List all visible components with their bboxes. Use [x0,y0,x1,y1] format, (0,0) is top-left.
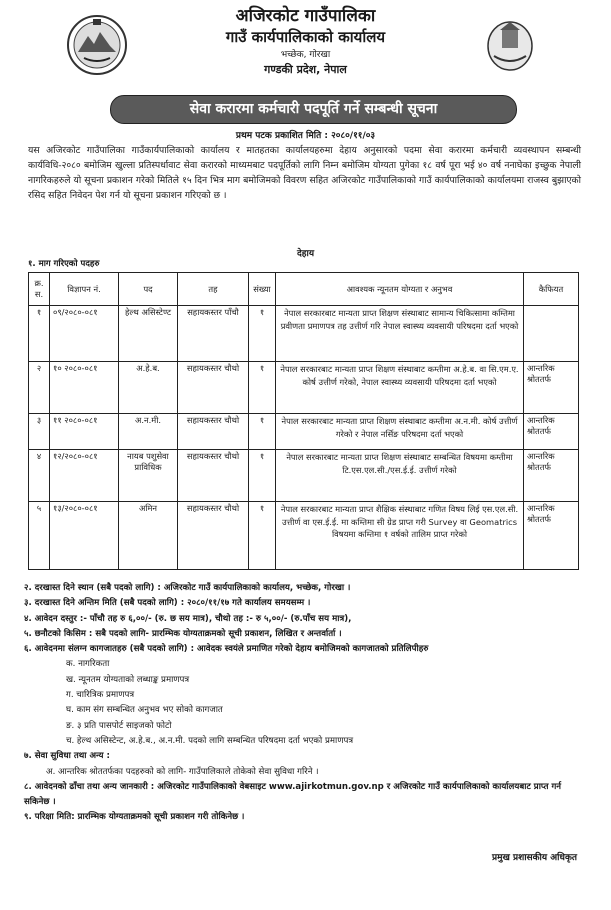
municipality-logo-icon [486,20,534,72]
benefits-item: अ. आन्तरिक श्रोततर्फका पदहरुको को लागि- गाउँपालिकाले तोकेको सेवा सुविधा गरिने । [46,766,319,777]
table-row [29,450,579,502]
cell-sn: १ [29,306,50,362]
note-application-place: २. दरखास्त दिने स्थान (सबै पदको लागि) : अजिरकोट गाउँ कार्यपालिकाको कार्यालय, भच्छेक, गोरखा । [24,583,351,593]
province-name: गण्डकी प्रदेश, नेपाल [264,63,347,76]
cell-level: सहायकस्तर चौथो [178,414,249,450]
document-item: घ. काम संग सम्बन्धित अनुभव भए सोको कागजात [66,705,223,716]
office-name: गाउँ कार्यपालिकाको कार्यालय [225,28,386,46]
cell-qualification: नेपाल सरकारबाट मान्यता प्राप्त शिक्षण संस्थाबाट कम्तीमा अ.हे.ब. वा सि.एम.ए. कोर्ष उत्तीर्ण गरेको, नेपाल स्वास्थ्य व्यवसायी परिषदमा दर्ता भएको [276,362,524,414]
cell-remark: आन्तरिक श्रोततर्फ [524,362,579,414]
positions-subheading: १. माग गरिएको पदहरु [28,259,100,269]
table-header-row [29,273,579,306]
cell-remark [524,306,579,362]
table-caption: देहाय [296,249,315,259]
note-benefits: ७. सेवा सुविधा तथा अन्य : [24,751,110,762]
cell-level: सहायकस्तर चौथो [178,502,249,570]
col-level: तह [178,273,249,306]
document-item: क. नागरिकता [66,659,110,670]
document-item: ग. चारित्रिक प्रमाणपत्र [66,690,135,701]
table-row [29,306,579,362]
cell-level: सहायकस्तर चौथो [178,362,249,414]
cell-count: १ [249,502,276,570]
note-documents: ६. आवेदनमा संलग्न कागजातहरु (सबै पदको लागि) : आवेदक स्वयंले प्रमाणित गरेको देहाय बमोजिमको कागजातको प्रतिलिपीहरु [24,644,429,655]
cell-adv-no: १३/२०८०-०८१ [50,502,119,570]
cell-remark: आन्तरिक श्रोततर्फ [524,414,579,450]
col-qualification: आवश्यक न्यूनतम योग्यता र अनुभव [276,273,524,306]
table-row [29,362,579,414]
cell-level: सहायकस्तर पाँचौ [178,306,249,362]
cell-adv-no: ११ २०८०-०८१ [50,414,119,450]
table-row [29,414,579,450]
note-exam-date: ९. परिक्षा मिति: प्रारम्भिक योग्यताक्रमको सूची प्रकाशन गरी तोकिनेछ । [24,812,245,823]
table-row [29,502,579,570]
cell-count: १ [249,362,276,414]
cell-adv-no: १० २०८०-०८१ [50,362,119,414]
municipality-name: अजिरकोट गाउँपालिका [235,6,376,26]
note-fee: ४. आवेदन दस्तुर :- पाँचौ तह रु ६,००/- (रु. छ सय मात्र), चौथो तह :- रु ५,००/- (रु.पाँच सय मात्र), [24,613,352,624]
cell-adv-no: १२/२०८०-०८१ [50,450,119,502]
col-post: पद [119,273,178,306]
col-remark: कैफियत [524,273,579,306]
col-sn: क्र. स. [29,273,50,306]
intro-paragraph: यस अजिरकोट गाउँपालिका गाउँकार्यपालिकाको कार्यालय र मातहतका कार्यालयहरुमा देहाय अनुसारको पदमा सेवा करारमा कर्मचारी व्यवस्थापन सम्बन्धी कार्यविधि-२०८० बमोजिम खुल्ला प्रतिस्पर्धावाट सेवा करारको माध्यमबाट पदपूर्तिको लागि निम्न बमोजिम योग्यता पुगेका १८ वर्ष पूरा भई ४० वर्ष ननाघेका इच्छुक नेपाली नागरिकहरुले यो सूचना प्रकाशन गरेको मितिले १५ दिन भित्र माग बमोजिमको विवरण सहित अजिरकोट गाउँपालिकाको गाउँ कार्यपालिकाको कार्यालयमा राजस्व बुझाएको रसिद सहित निवेदन पेश गर्न यो सूचना प्रकाशन गरिएको छ । [28,145,581,201]
cell-remark: आन्तरिक श्रोततर्फ [524,502,579,570]
cell-post: अ.हे.ब. [119,362,178,414]
cell-qualification: नेपाल सरकारबाट मान्यता प्राप्त शिक्षण संस्थाबाट सम्बन्धित विषयमा कम्तीमा टि.एस.एल.सी./एस.ई.ई. उत्तीर्ण गरेको [276,450,524,502]
col-adv-no: विज्ञापन नं. [50,273,119,306]
cell-sn: ५ [29,502,50,570]
cell-sn: २ [29,362,50,414]
cell-count: १ [249,450,276,502]
cell-sn: ३ [29,414,50,450]
cell-post: अ.न.मी. [119,414,178,450]
publish-date: प्रथम पटक प्रकाशित मिति : २०८०/११/०३ [235,131,376,141]
document-item: ङ. ३ प्रति पासपोर्ट साइजको फोटो [66,720,172,731]
document-item: ख. न्यूनतम योग्यताको लब्धाङ्क प्रमाणपत्र [66,674,190,685]
signature-title: प्रमुख प्रशासकीय अधिकृत [491,853,577,863]
note-deadline: ३. दरखास्त दिने अन्तिम मिति (सबै पदको लागि) : २०८०/११/१७ गते कार्यालय समयसम्म । [24,598,311,609]
header [60,6,551,78]
cell-post: नायब पशुसेवा प्राविधिक [119,450,178,502]
notes-section [24,581,583,826]
cell-qualification: नेपाल सरकारबाट मान्यता प्राप्त शैक्षिक संस्थाबाट गणित विषय लिई एस.एल.सी. उत्तीर्ण वा एस.ई.ई. मा कम्तिमा सी ग्रेड प्राप्त गरी Survey वा Geomatrics विषयमा कम्तिमा १ वर्षको तालिम प्राप्त गरेको [276,502,524,570]
note-form-info: ८. आवेदनको ढाँचा तथा अन्य जानकारी : अजिरकोट गाउँपालिकाको वेबसाइट www.ajirkotmun.gov.np र अजिरकोट गाउँ कार्यपालिकाको कार्यालयबाट प्राप्त गर्न सकिनेछ । [24,781,562,808]
cell-adv-no: ०९/२०८०-०८१ [50,306,119,362]
positions-table [28,272,579,570]
cell-count: १ [249,414,276,450]
note-selection: ५. छनौटको किसिम : सबै पदको लागि- प्रारम्भिक योग्यताक्रमको सूची प्रकाशन, लिखित र अन्तर्वार्ता । [24,628,342,639]
document-item: च. हेल्थ असिस्टेन्ट, अ.हे.ब., अ.न.मी. पदको लागि सम्बन्धित परिषदमा दर्ता भएको प्रमाणपत्र [66,735,354,746]
cell-post: अमिन [119,502,178,570]
office-address: भच्छेक, गोरखा [280,50,331,60]
cell-sn: ४ [29,450,50,502]
cell-remark: आन्तरिक श्रोततर्फ [524,450,579,502]
col-count: संख्या [249,273,276,306]
cell-qualification: नेपाल सरकारबाट मान्यता प्राप्त शिक्षण संस्थाबाट कम्तीमा अ.न.मी. कोर्ष उत्तीर्ण गरेको र नेपाल नर्सिङ परिषदमा दर्ता भएको [276,414,524,450]
cell-post: हेल्थ असिस्टेण्ट [119,306,178,362]
cell-count: १ [249,306,276,362]
cell-level: सहायकस्तर चौथो [178,450,249,502]
cell-qualification: नेपाल सरकारबाट मान्यता प्राप्त शिक्षण संस्थाबाट सामान्य चिकित्सामा कम्तिमा प्रवीणता प्रमाणपत्र तह उत्तीर्ण गरि नेपाल स्वास्थ्य व्यवसायी परिषदमा दर्ता भएको [276,306,524,362]
notice-title-banner: सेवा करारमा कर्मचारी पदपूर्ति गर्ने सम्बन्धी सूचना [110,95,517,124]
